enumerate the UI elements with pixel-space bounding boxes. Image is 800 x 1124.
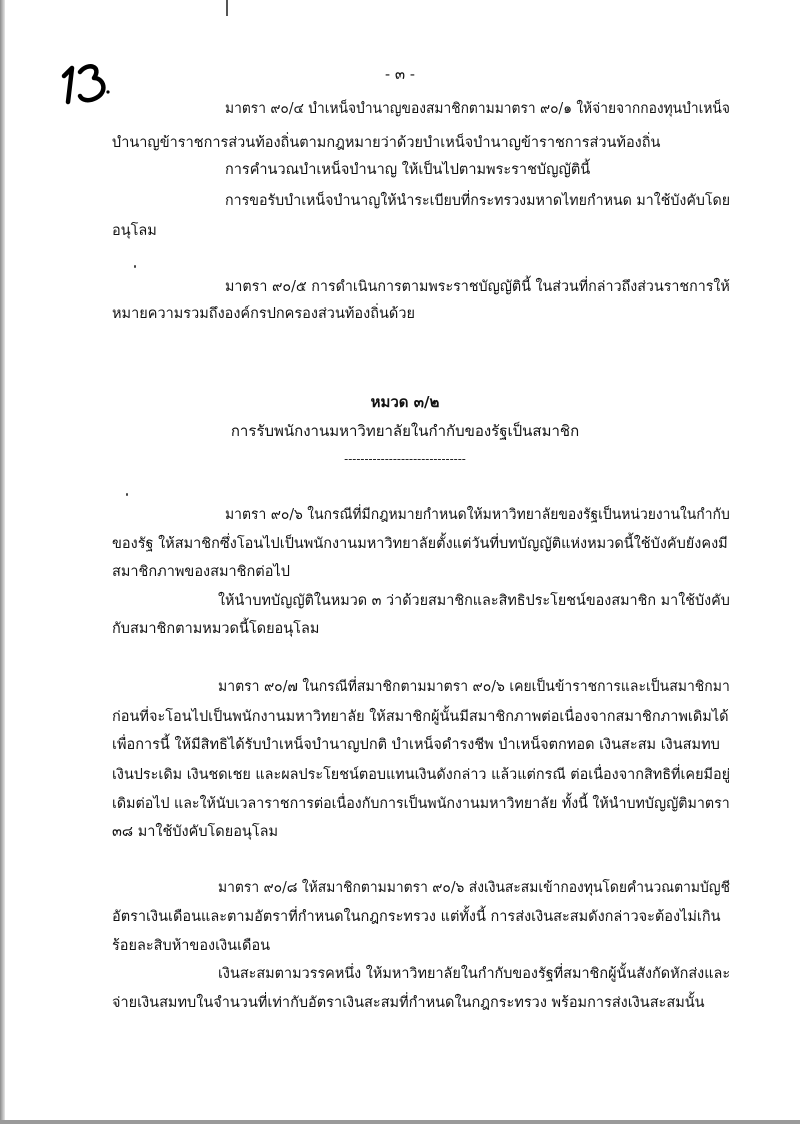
section-90-8-para-2-line-1: เงินสะสมตามวรรคหนึ่ง ให้มหาวิทยาลัยในกำกับของรัฐที่สมาชิกผู้นั้นสังกัดหักส่งและ xyxy=(218,966,731,982)
chapter-number: หมวด ๓/๒ xyxy=(370,393,440,411)
section-90-8-para-2-line-2: จ่ายเงินสมทบในจำนวนที่เท่ากับอัตราเงินสะสมที่กำหนดในกฎกระทรวง พร้อมการส่งเงินสะสมนั้น xyxy=(112,995,705,1011)
page-number: - ๓ - xyxy=(385,65,415,83)
section-90-6-line-1: มาตรา ๙๐/๖ ในกรณีที่มีกฎหมายกำหนดให้มหาวิทยาลัยของรัฐเป็นหน่วยงานในกำกับ xyxy=(225,507,730,523)
chapter-divider: ------------------------------ xyxy=(344,452,466,466)
section-90-4-para-3-line-1: การขอรับบำเหน็จบำนาญให้นำระเบียบที่กระทรวงมหาดไทยกำหนด มาใช้บังคับโดย xyxy=(225,193,731,209)
section-90-6-line-2: ของรัฐ ให้สมาชิกซึ่งโอนไปเป็นพนักงานมหาวิทยาลัยตั้งแต่วันที่บทบัญญัติแห่งหมวดนี้ใช้บังคับยังคงมี xyxy=(112,536,728,552)
scan-edge-bottom xyxy=(0,1120,800,1124)
section-90-8-line-1: มาตรา ๙๐/๘ ให้สมาชิกตามมาตรา ๙๐/๖ ส่งเงินสะสมเข้ากองทุนโดยคำนวณตามบัญชี xyxy=(218,880,730,896)
section-90-5-line-1: มาตรา ๙๐/๕ การดำเนินการตามพระราชบัญญัตินี้ ในส่วนที่กล่าวถึงส่วนราชการให้ xyxy=(225,279,730,295)
section-90-7-line-6: ๓๘ มาใช้บังคับโดยอนุโลม xyxy=(112,824,279,840)
section-90-5-line-2: หมายความรวมถึงองค์กรปกครองส่วนท้องถิ่นด้วย xyxy=(112,306,415,322)
section-90-4-line-2: บำนาญข้าราชการส่วนท้องถิ่นตามกฎหมายว่าด้วยบำเหน็จบำนาญข้าราชการส่วนท้องถิ่น xyxy=(112,135,661,151)
section-90-4-para-2: การคำนวณบำเหน็จบำนาญ ให้เป็นไปตามพระราชบัญญัตินี้ xyxy=(225,162,591,178)
section-90-7-line-5: เดิมต่อไป และให้นับเวลาราชการต่อเนื่องกับการเป็นพนักงานมหาวิทยาลัย ทั้งนี้ ให้นำบทบัญญัติมาตรา xyxy=(112,796,730,812)
section-90-7-line-2: ก่อนที่จะโอนไปเป็นพนักงานมหาวิทยาลัย ให้สมาชิกผู้นั้นมีสมาชิกภาพต่อเนื่องจากสมาชิกภาพเดิมได้ xyxy=(112,709,729,725)
section-90-7-line-4: เงินประเดิม เงินชดเชย และผลประโยชน์ตอบแทนเงินดังกล่าว แล้วแต่กรณี ต่อเนื่องจากสิทธิที่เคยมีอยู่ xyxy=(112,767,731,783)
section-90-8-line-3: ร้อยละสิบห้าของเงินเดือน xyxy=(112,938,271,954)
section-90-6-para-2-line-1: ให้นำบทบัญญัติในหมวด ๓ ว่าด้วยสมาชิกและสิทธิประโยชน์ของสมาชิก มาใช้บังคับ xyxy=(218,593,730,609)
section-90-7-line-3: เพื่อการนี้ ให้มีสิทธิได้รับบำเหน็จบำนาญปกติ บำเหน็จดำรงชีพ บำเหน็จตกทอด เงินสะสม เงินสมทบ xyxy=(112,737,720,753)
binding-mark xyxy=(226,0,228,16)
scan-edge-left xyxy=(0,0,5,1124)
section-90-6-para-2-line-2: กับสมาชิกตามหมวดนี้โดยอนุโลม xyxy=(112,621,320,637)
chapter-title: การรับพนักงานมหาวิทยาลัยในกำกับของรัฐเป็นสมาชิก xyxy=(230,422,580,440)
scan-speck xyxy=(134,265,136,268)
section-90-7-line-1: มาตรา ๙๐/๗ ในกรณีที่สมาชิกตามมาตรา ๙๐/๖ เคยเป็นข้าราชการและเป็นสมาชิกมา xyxy=(218,679,730,695)
section-90-6-line-3: สมาชิกภาพของสมาชิกต่อไป xyxy=(112,564,290,580)
section-90-8-line-2: อัตราเงินเดือนและตามอัตราที่กำหนดในกฎกระทรวง แต่ทั้งนี้ การส่งเงินสะสมดังกล่าวจะต้องไม่เกิน xyxy=(112,909,721,925)
scan-speck xyxy=(126,493,128,496)
section-90-4-para-3-line-2: อนุโลม xyxy=(112,223,157,239)
section-90-4-line-1: มาตรา ๙๐/๔ บำเหน็จบำนาญของสมาชิกตามมาตรา ๙๐/๑ ให้จ่ายจากกองทุนบำเหน็จ xyxy=(225,101,730,117)
